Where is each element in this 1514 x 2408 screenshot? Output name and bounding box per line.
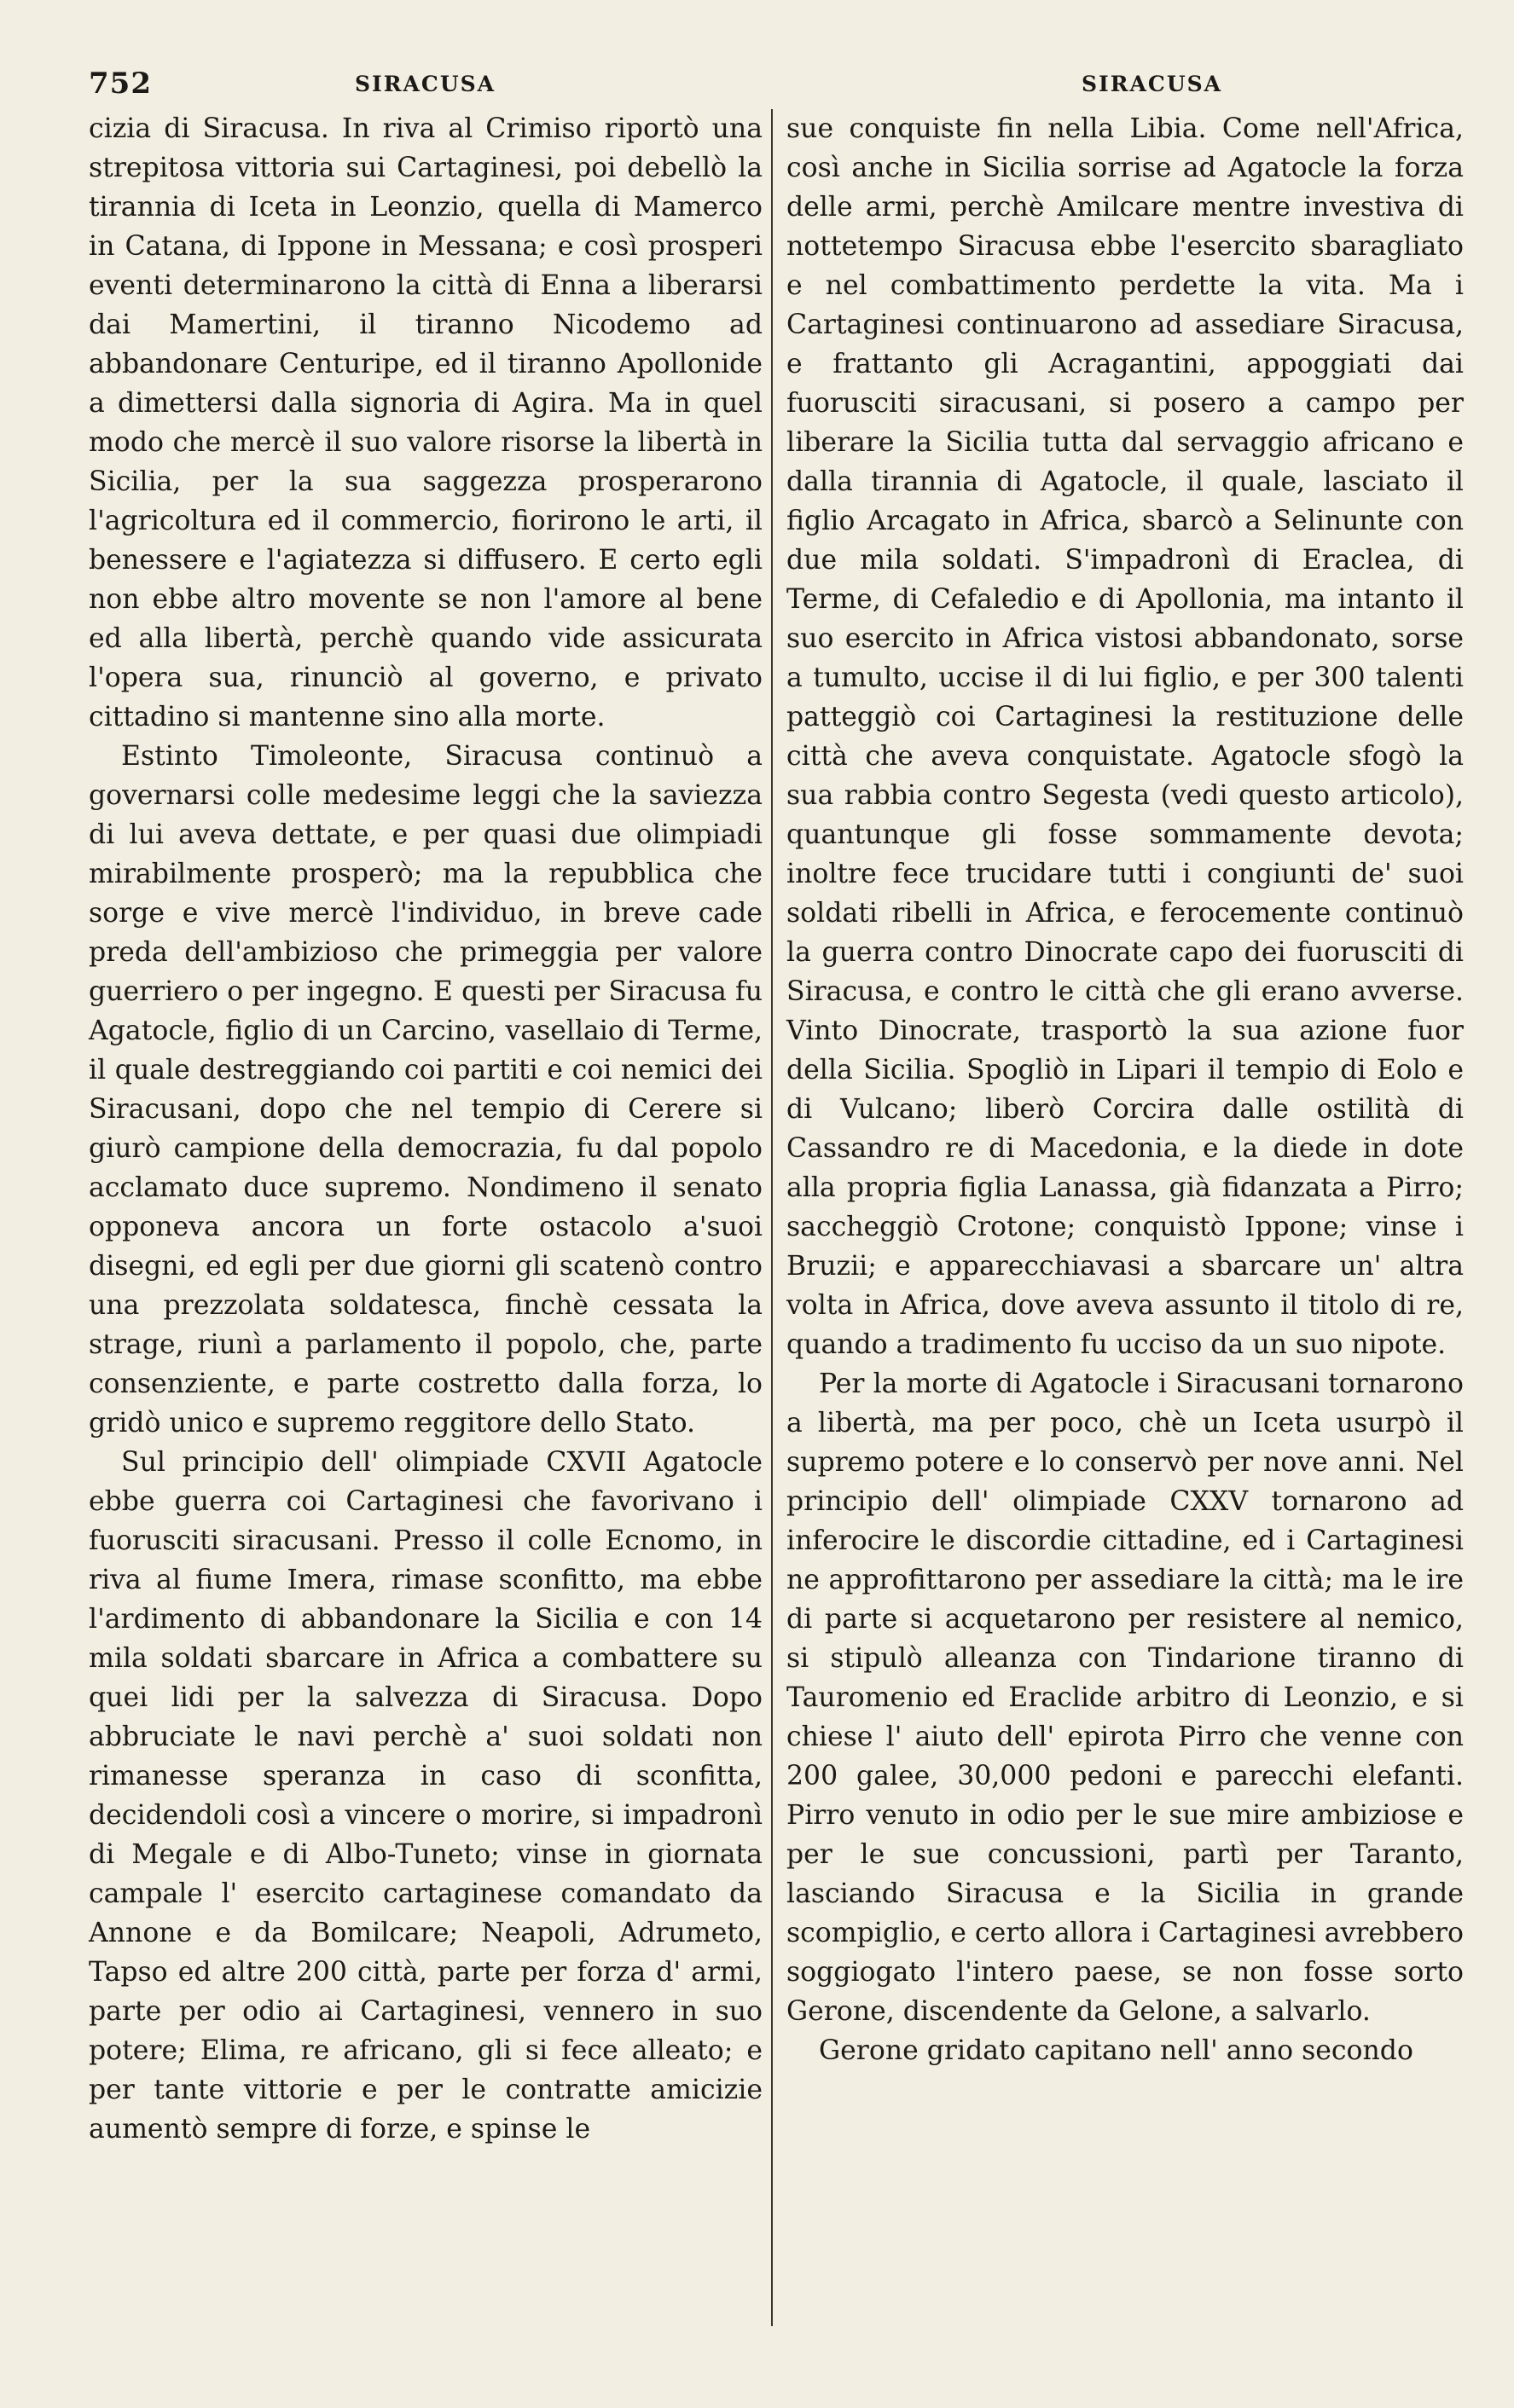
left-column (89, 109, 763, 2149)
running-head-right: SIRACUSA (1082, 72, 1223, 96)
page-header (89, 67, 1462, 109)
paragraph: Gerone gridato capitano nell' anno secondo (819, 2035, 1413, 2066)
paragraph: cizia di Siracusa. In riva al Crimiso riportò una strepitosa vittoria sui Cartaginesi, poi debellò la tirannia di Iceta in Leonzio, quella di Mamerco in Catana, di Ippone in Messana; e così prosperi eventi determinarono la città di Enna a liberarsi dai Mamertini, il tiranno Nicodemo ad abbandonare Centuripe, ed il tiranno Apollonide a dimettersi dalla signoria di Agira. Ma in quel modo che mercè il suo valore risorse la libertà in Sicilia, per la sua saggezza prosperarono l'agricoltura ed il commercio, fiorirono le arti, il benessere e l'agiatezza si diffusero. E certo egli non ebbe altro movente se non l'amore al bene ed alla libertà, perchè quando vide assicurata l'opera sua, rinunciò al governo, e privato cittadino si mantenne sino alla morte. (89, 113, 763, 732)
page-number: 752 (89, 67, 152, 101)
right-column (786, 109, 1464, 2070)
paragraph: Sul principio dell' olimpiade CXVII Agatocle ebbe guerra coi Cartaginesi che favorivano i fuorusciti siracusani. Presso il colle Ecnomo, in riva al fiume Imera, rimase sconfitto, ma ebbe l'ardimento di abbandonare la Sicilia e con 14 mila soldati sbarcare in Africa a combattere su quei lidi per la salvezza di Siracusa. Dopo abbruciate le navi perchè a' suoi soldati non rimanesse speranza in caso di sconfitta, decidendoli così a vincere o morire, si impadronì di Megale e di Albo-Tuneto; vinse in giornata campale l' esercito cartaginese comandato da Annone e da Bomilcare; Neapoli, Adrumeto, Tapso ed altre 200 città, parte per forza d' armi, parte per odio ai Cartaginesi, vennero in suo potere; Elima, re africano, gli si fece alleato; e per tante vittorie e per le contratte amicizie aumentò sempre di forze, e spinse le (89, 1447, 763, 2145)
running-head-left: SIRACUSA (355, 72, 496, 96)
paragraph: Per la morte di Agatocle i Siracusani tornarono a libertà, ma per poco, chè un Iceta usurpò il supremo potere e lo conservò per nove anni. Nel principio dell' olimpiade CXXV tornarono ad inferocire le discordie cittadine, ed i Cartaginesi ne approfittarono per assediare la città; ma le ire di parte si acquetarono per resistere al nemico, si stipulò alleanza con Tindarione tiranno di Tauromenio ed Eraclide arbitro di Leonzio, e si chiese l' aiuto dell' epirota Pirro che venne con 200 galee, 30,000 pedoni e parecchi elefanti. Pirro venuto in odio per le sue mire ambiziose e per le sue concussioni, partì per Taranto, lasciando Siracusa e la Sicilia in grande scompiglio, e certo allora i Cartaginesi avrebbero soggiogato l'intero paese, se non fosse sorto Gerone, discendente da Gelone, a salvarlo. (786, 1369, 1464, 2027)
column-divider (771, 109, 773, 2326)
paragraph: Estinto Timoleonte, Siracusa continuò a governarsi colle medesime leggi che la saviezza di lui aveva dettate, e per quasi due olimpiadi mirabilmente prosperò; ma la repubblica che sorge e vive mercè l'individuo, in breve cade preda dell'ambizioso che primeggia per valore guerriero o per ingegno. E questi per Siracusa fu Agatocle, figlio di un Carcino, vasellaio di Terme, il quale destreggiando coi partiti e coi nemici dei Siracusani, dopo che nel tempio di Cerere si giurò campione della democrazia, fu dal popolo acclamato duce supremo. Nondimeno il senato opponeva ancora un forte ostacolo a'suoi disegni, ed egli per due giorni gli scatenò contro una prezzolata soldatesca, finchè cessata la strage, riunì a parlamento il popolo, che, parte consenziente, e parte costretto dalla forza, lo gridò unico e supremo reggitore dello Stato. (89, 741, 763, 1438)
paragraph: sue conquiste fin nella Libia. Come nell'Africa, così anche in Sicilia sorrise ad Agatocle la forza delle armi, perchè Amilcare mentre investiva di nottetempo Siracusa ebbe l'esercito sbaragliato e nel combattimento perdette la vita. Ma i Cartaginesi continuarono ad assediare Siracusa, e frattanto gli Acragantini, appoggiati dai fuorusciti siracusani, si posero a campo per liberare la Sicilia tutta dal servaggio africano e dalla tirannia di Agatocle, il quale, lasciato il figlio Arcagato in Africa, sbarcò a Selinunte con due mila soldati. S'impadronì di Eraclea, di Terme, di Cefaledio e di Apollonia, ma intanto il suo esercito in Africa vistosi abbandonato, sorse a tumulto, uccise il di lui figlio, e per 300 talenti patteggiò coi Cartaginesi la restituzione delle città che aveva conquistate. Agatocle sfogò la sua rabbia contro Segesta (vedi questo articolo), quantunque gli fosse sommamente devota; inoltre fece trucidare tutti i congiunti de' suoi soldati ribelli in Africa, e ferocemente continuò la guerra contro Dinocrate capo dei fuorusciti di Siracusa, e contro le città che gli erano avverse. Vinto Dinocrate, trasportò la sua azione fuor della Sicilia. Spogliò in Lipari il tempio di Eolo e di Vulcano; liberò Corcira dalle ostilità di Cassandro re di Macedonia, e la diede in dote alla propria figlia Lanassa, già fidanzata a Pirro; saccheggiò Crotone; conquistò Ippone; vinse i Bruzii; e apparecchiavasi a sbarcare un' altra volta in Africa, dove aveva assunto il titolo di re, quando a tradimento fu ucciso da un suo nipote. (786, 113, 1464, 1360)
